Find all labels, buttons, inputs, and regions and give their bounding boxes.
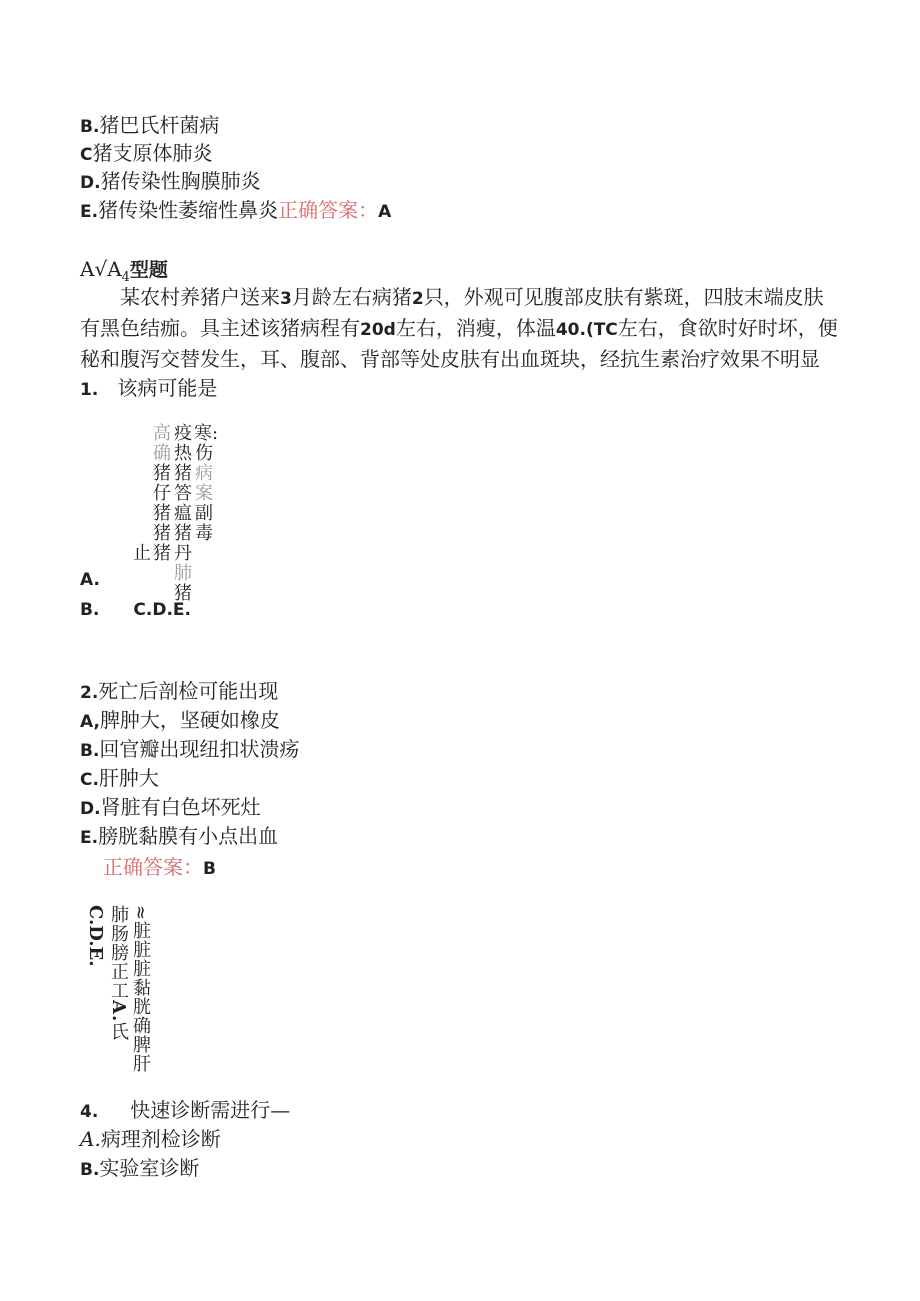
garbled-col-1: 止 bbox=[133, 543, 151, 564]
q1-option-e: E.猪传染性萎缩性鼻炎正确答案：A bbox=[80, 198, 392, 222]
q4-option-b: B.实验室诊断 bbox=[80, 1156, 200, 1180]
section-heading: $A√A_4$型题 bbox=[80, 257, 168, 285]
q2-option-e: E.膀胱黏膜有小点出血 bbox=[80, 824, 279, 848]
q3-col-b: ≈脏脏脏黏胱确脾肝 bbox=[130, 905, 151, 1074]
q1-option-d: D.猪传染性胸膜肺炎 bbox=[80, 169, 261, 193]
garbled-col-3: 疫热猪答瘟猪丹肺猪 bbox=[174, 423, 192, 604]
q4-stem: 4. 快速诊断需进行— bbox=[80, 1098, 291, 1122]
q2-option-c: C.肝肿大 bbox=[80, 766, 159, 790]
scenario-paragraph: 某农村养猪户送来3月龄左右病猪2只，外观可见腹部皮肤有紫斑，四肢末端皮肤有黑色结痂。具主述该猪病程有20d左右，消瘦，体温40.(TC左右，食欲时好时坏，便秘和腹泻交替发生，耳、腹部、背部等处皮肤有出血斑块，经抗生素治疗效果不明显1. 该病可能是 bbox=[80, 285, 838, 400]
q2-option-a: A,脾肿大，坚硬如橡皮 bbox=[80, 708, 280, 732]
garbled-col-2: 高确猪仔猪猪猪 bbox=[153, 423, 171, 564]
garbled-col-4: 寒:伤病案副毒 bbox=[194, 423, 219, 544]
q3-col-a: 肺肠膀正工A.氏 bbox=[108, 905, 129, 1042]
q2-stem: 2.死亡后剖检可能出现 bbox=[80, 679, 279, 703]
q2-option-b: B.回官瓣出现纽扣状溃疡 bbox=[80, 737, 300, 761]
q2-answer: 正确答案：B bbox=[103, 855, 216, 879]
q1-answer-value: A bbox=[378, 202, 392, 222]
q1-letters-bcde: B. C.D.E. bbox=[80, 600, 191, 620]
q4-option-a: A.病理剂检诊断 bbox=[80, 1127, 221, 1151]
q3-rotated-letters: C.D.E. bbox=[85, 905, 106, 967]
q2-option-d: D.肾脏有白色坏死灶 bbox=[80, 795, 261, 819]
q1-option-c: C猪支原体肺炎 bbox=[80, 141, 213, 165]
q1-letter-a: A. bbox=[80, 570, 100, 590]
q1-option-b: B.猪巴氏杆菌病 bbox=[80, 113, 220, 137]
q1-answer-label: 正确答案： bbox=[278, 198, 379, 222]
